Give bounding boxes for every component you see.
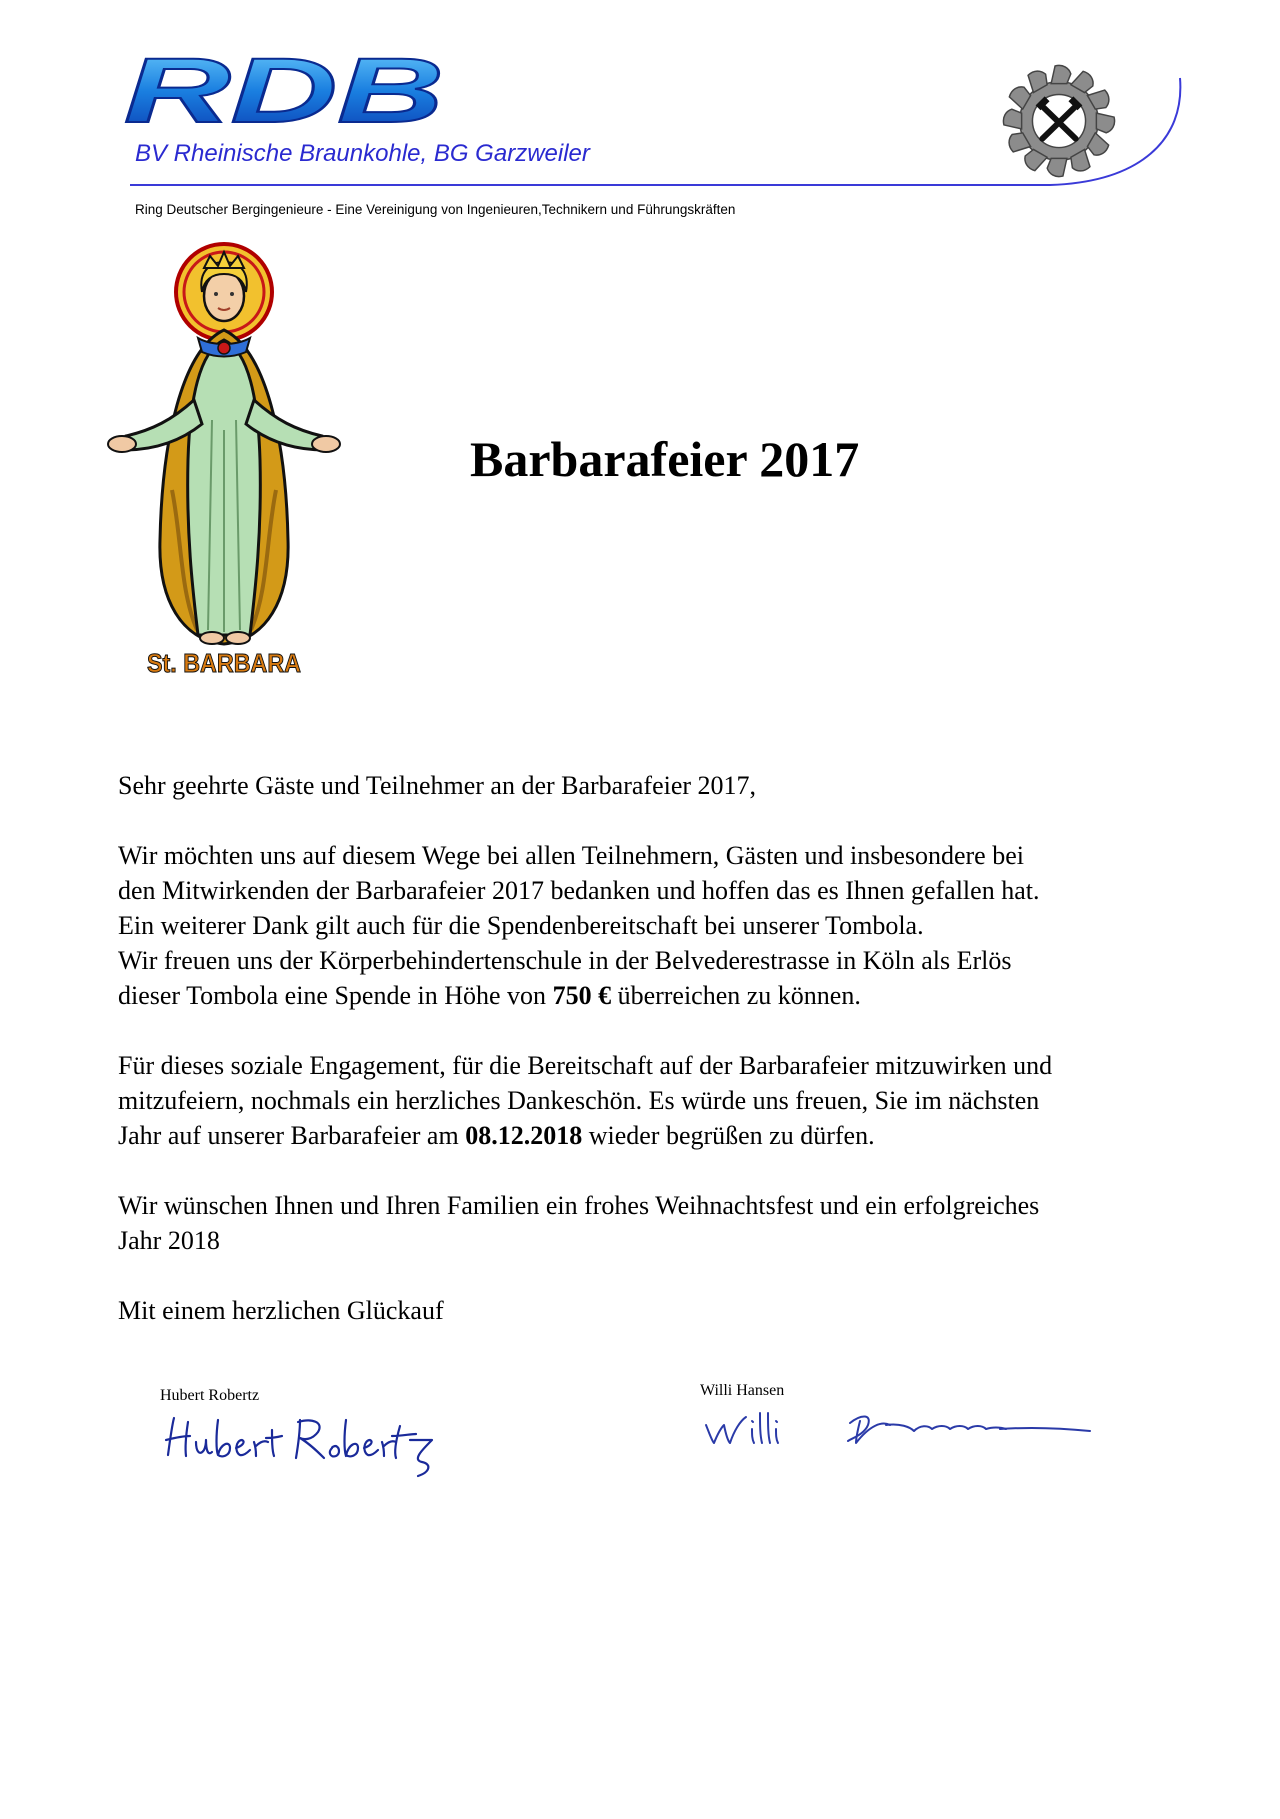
- tagline: Ring Deutscher Bergingenieure - Eine Vereinigung von Ingenieuren,Technikern und Führungskräften: [135, 202, 736, 217]
- letter-line: Jahr 2018: [118, 1226, 220, 1255]
- letter-body: [118, 768, 1228, 1328]
- letter-line: Jahr auf unserer Barbarafeier am 08.12.2018 wieder begrüßen zu dürfen.: [118, 1121, 875, 1150]
- donation-amount: 750 €: [552, 981, 612, 1010]
- letter-line: Wir wünschen Ihnen und Ihren Familien ein frohes Weihnachtsfest und ein erfolgreiches: [118, 1191, 1040, 1220]
- org-subtitle: BV Rheinische Braunkohle, BG Garzweiler: [135, 140, 590, 167]
- letter-line: Für dieses soziale Engagement, für die Bereitschaft auf der Barbarafeier mitzuwirken und: [118, 1051, 1053, 1080]
- letter-line: Wir möchten uns auf diesem Wege bei allen Teilnehmern, Gästen und insbesondere bei: [118, 841, 1024, 870]
- signature-name: Hubert Robertz: [160, 1387, 260, 1404]
- closing: Mit einem herzlichen Glückauf: [118, 1296, 444, 1325]
- page-title: Barbarafeier 2017: [470, 431, 860, 487]
- signature-name: Willi Hansen: [700, 1382, 785, 1399]
- letter-line: Wir freuen uns der Körperbehindertenschule in der Belvederestrasse in Köln als Erlös: [118, 946, 1012, 975]
- signature-hubert-robertz: [160, 1387, 445, 1480]
- letter-line: mitzufeiern, nochmals ein herzliches Dankeschön. Es würde uns freuen, Sie im nächsten: [118, 1086, 1040, 1115]
- next-event-date: 08.12.2018: [465, 1121, 583, 1150]
- letter-line: Ein weiterer Dank gilt auch für die Spendenbereitschaft bei unserer Tombola.: [118, 911, 924, 940]
- saint-barbara-illustration: [112, 240, 352, 682]
- letter-line: dieser Tombola eine Spende in Höhe von 750 € überreichen zu können.: [118, 981, 861, 1010]
- salutation: Sehr geehrte Gäste und Teilnehmer an der Barbarafeier 2017,: [118, 771, 757, 800]
- letter-line: den Mitwirkenden der Barbarafeier 2017 bedanken und hoffen das es Ihnen gefallen hat.: [118, 876, 1040, 905]
- miners-gear-icon: [1000, 60, 1118, 182]
- signature-willi-hansen: [700, 1382, 1100, 1465]
- barbara-caption: St. BARBARA: [147, 648, 302, 678]
- rdb-logo-text: RDB: [124, 40, 444, 142]
